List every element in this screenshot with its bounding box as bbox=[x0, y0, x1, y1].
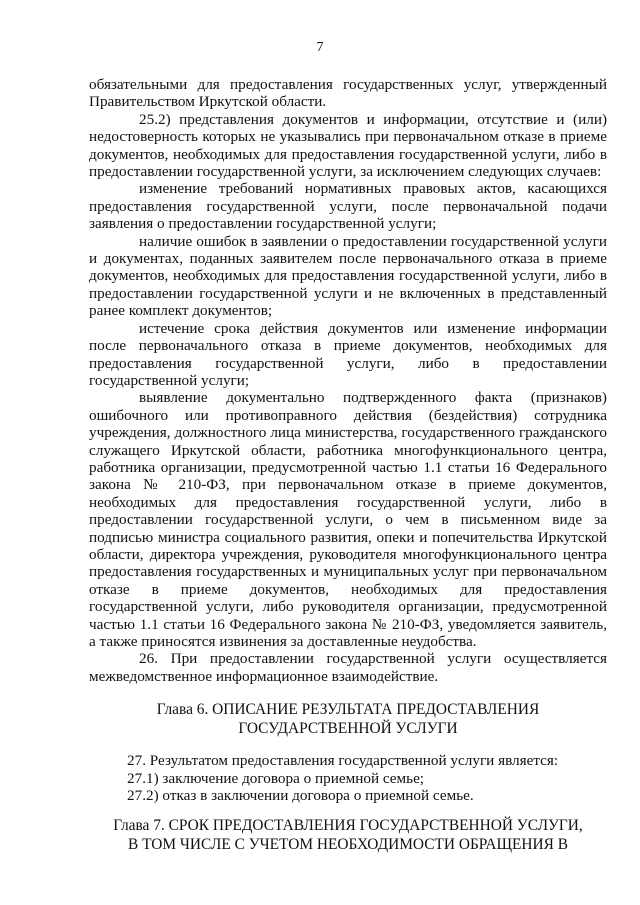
paragraph: выявление документально подтвержденного факта (признаков) ошибочного или противоправного действия (бездействия) сотрудника учреждения, должностного лица министерства, государственного гражданского служащего Иркутской области, работника многофункционального центра, работника организации, предусмотренной частью 1.1 статьи 16 Федерального закона № 210-ФЗ, при первоначальном отказе в приеме документов, необходимых для предоставления государственной услуги, либо в предоставлении государственной услуги, о чем в письменном виде за подписью министра социального развития, опеки и попечительства Иркутской области, директора учреждения, руководителя многофункционального центра предоставления государственных и муниципальных услуг при первоначальном отказе в приеме документов, необходимых для предоставления государственной услуги, либо руководителя организации, предусмотренной частью 1.1 статьи 16 Федерального закона № 210-ФЗ, уведомляется заявитель, а также приносятся извинения за доставленные неудобства. bbox=[89, 389, 607, 650]
paragraph: наличие ошибок в заявлении о предоставлении государственной услуги и документах, поданных заявителем после первоначального отказа в приеме документов, необходимых для предоставления государственной услуги, либо в предоставлении государственной услуги и не включенных в представленный ранее комплект документов; bbox=[89, 232, 607, 320]
chapter-7-heading-line-2: В ТОМ ЧИСЛЕ С УЧЕТОМ НЕОБХОДИМОСТИ ОБРАЩЕНИЯ В bbox=[127, 836, 569, 854]
list-item: 27.1) заключение договора о приемной семье; bbox=[127, 769, 425, 787]
chapter-7-heading-line-1: Глава 7. СРОК ПРЕДОСТАВЛЕНИЯ ГОСУДАРСТВЕННОЙ УСЛУГИ, bbox=[113, 817, 583, 835]
paragraph: 26. При предоставлении государственной услуги осуществляется межведомственное информационное взаимодействие. bbox=[89, 650, 607, 685]
paragraph: истечение срока действия документов или изменение информации после первоначального отказа в приеме документов, необходимых для предоставления государственной услуги, либо в предоставлении государственной услуги; bbox=[89, 319, 607, 389]
paragraph: 25.2) представления документов и информации, отсутствие и (или) недостоверность которых не указывались при первоначальном отказе в приеме документов, необходимых для предоставления государственной услуги, либо в предоставлении государственной услуги, за исключением следующих случаев: bbox=[89, 110, 607, 181]
chapter-6-heading bbox=[89, 700, 607, 738]
result-list bbox=[89, 752, 607, 804]
chapter-6-heading-line-2: ГОСУДАРСТВЕННОЙ УСЛУГИ bbox=[238, 720, 458, 738]
list-item: 27.2) отказ в заключении договора о приемной семье. bbox=[127, 787, 474, 805]
paragraph: изменение требований нормативных правовых актов, касающихся предоставления государственной услуги, после первоначальной подачи заявления о предоставлении государственной услуги; bbox=[89, 180, 607, 233]
page-number: 7 bbox=[316, 40, 324, 55]
chapter-6-heading-line-1: Глава 6. ОПИСАНИЕ РЕЗУЛЬТАТА ПРЕДОСТАВЛЕНИЯ bbox=[156, 701, 540, 719]
chapter-7-heading bbox=[89, 816, 607, 854]
paragraph: обязательными для предоставления государственных услуг, утвержденный Правительством Иркутской области. bbox=[89, 76, 607, 111]
list-item: 27. Результатом предоставления государственной услуги является: bbox=[127, 752, 559, 770]
document-body bbox=[89, 76, 607, 854]
